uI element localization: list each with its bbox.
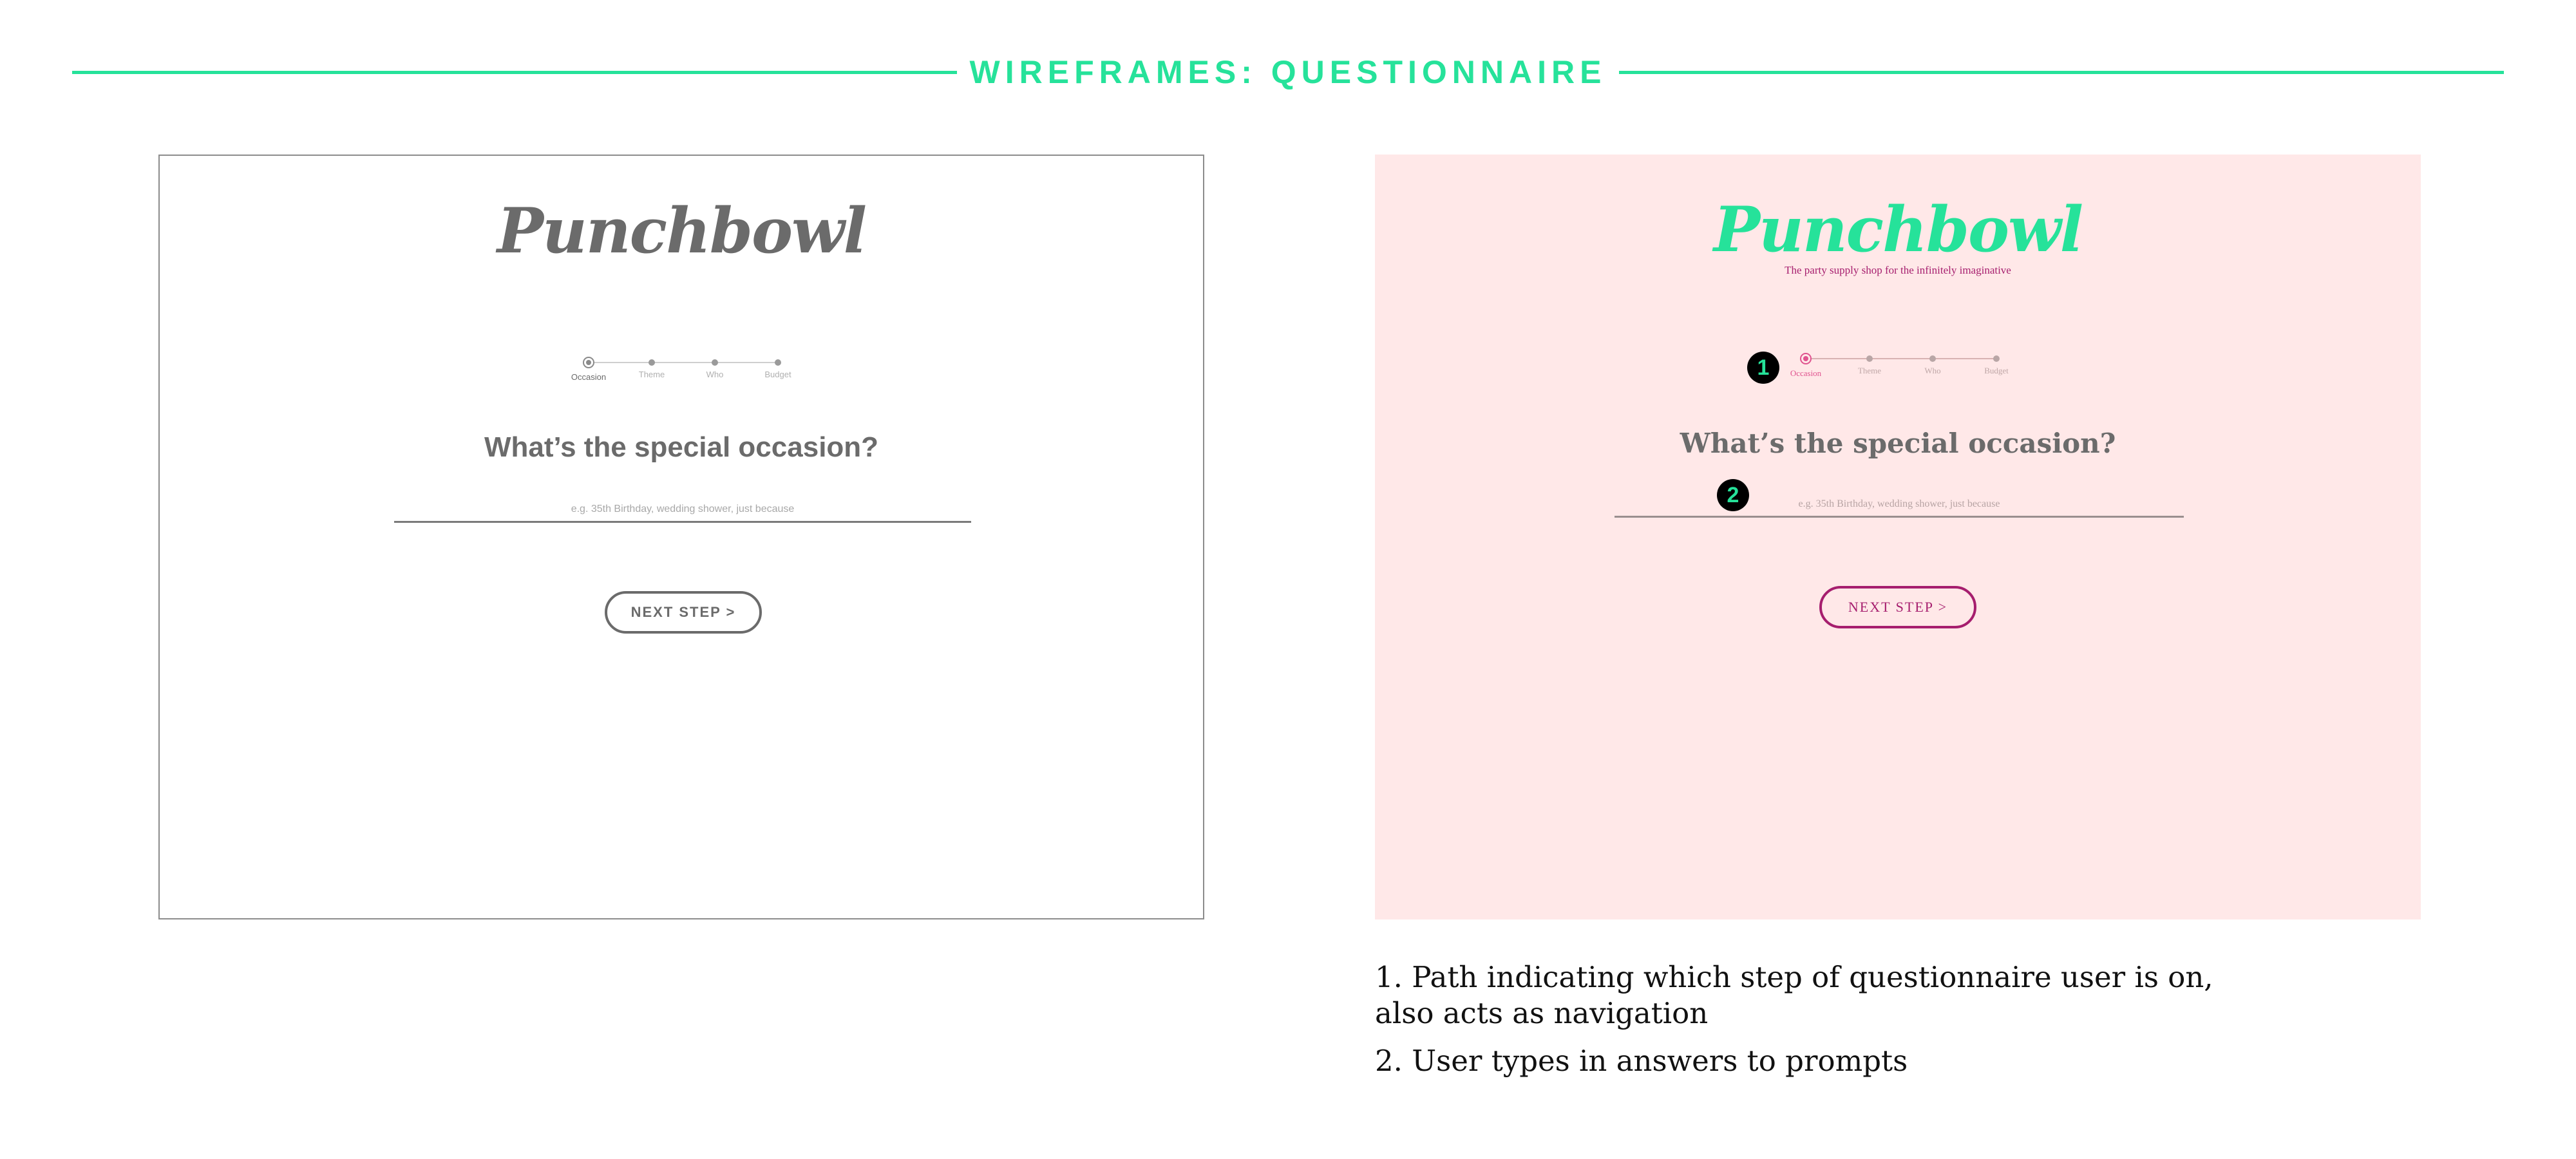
annotation-marker-2: 2	[1717, 479, 1749, 511]
design-panel	[1375, 155, 2421, 919]
step-dot-icon	[1866, 355, 1873, 362]
step-dot-icon	[1993, 355, 2000, 362]
annotation-notes	[1375, 959, 2231, 1091]
logo[interactable]: Punchbowl	[1713, 193, 2083, 266]
step-budget[interactable]	[1958, 353, 2035, 376]
step-budget[interactable]	[739, 357, 817, 379]
step-label: Theme	[638, 370, 665, 379]
question-heading: What’s the special occasion?	[1680, 428, 2116, 459]
header-rule-right	[1619, 71, 2504, 74]
annotation-note-2: 2. User types in answers to prompts	[1375, 1044, 1908, 1078]
occasion-input[interactable]	[394, 497, 971, 523]
annotation-note-1: 1. Path indicating which step of questionnaire user is on, also acts as navigation	[1375, 960, 2213, 1030]
step-navigation	[160, 357, 1203, 382]
next-step-button[interactable]: NEXT STEP >	[1819, 586, 1976, 628]
step-label: Occasion	[1790, 368, 1822, 378]
step-dot-icon	[583, 357, 594, 368]
wireframe-panel	[158, 155, 1204, 919]
question-heading: What’s the special occasion?	[484, 431, 879, 463]
occasion-input[interactable]	[1615, 492, 2184, 518]
step-dot-icon	[712, 359, 718, 366]
header-rule-left	[72, 71, 957, 74]
step-label: Budget	[1984, 366, 2009, 375]
page-header	[72, 54, 2504, 90]
step-label: Who	[1924, 366, 1941, 375]
step-dot-icon	[1929, 355, 1936, 362]
logo[interactable]: Punchbowl	[497, 194, 866, 267]
page-title: WIREFRAMES: QUESTIONNAIRE	[969, 54, 1607, 90]
step-label: Who	[706, 370, 724, 379]
step-dot-icon	[775, 359, 781, 366]
step-label: Theme	[1857, 366, 1882, 375]
next-step-button[interactable]: NEXT STEP >	[605, 591, 762, 634]
step-label: Occasion	[571, 372, 607, 382]
step-navigation	[1375, 353, 2421, 379]
step-label: Budget	[764, 370, 791, 379]
step-dot-icon	[1800, 353, 1812, 364]
annotation-marker-1: 1	[1747, 352, 1779, 384]
step-dot-icon	[649, 359, 655, 366]
tagline: The party supply shop for the infinitely imaginative	[1785, 264, 2011, 276]
